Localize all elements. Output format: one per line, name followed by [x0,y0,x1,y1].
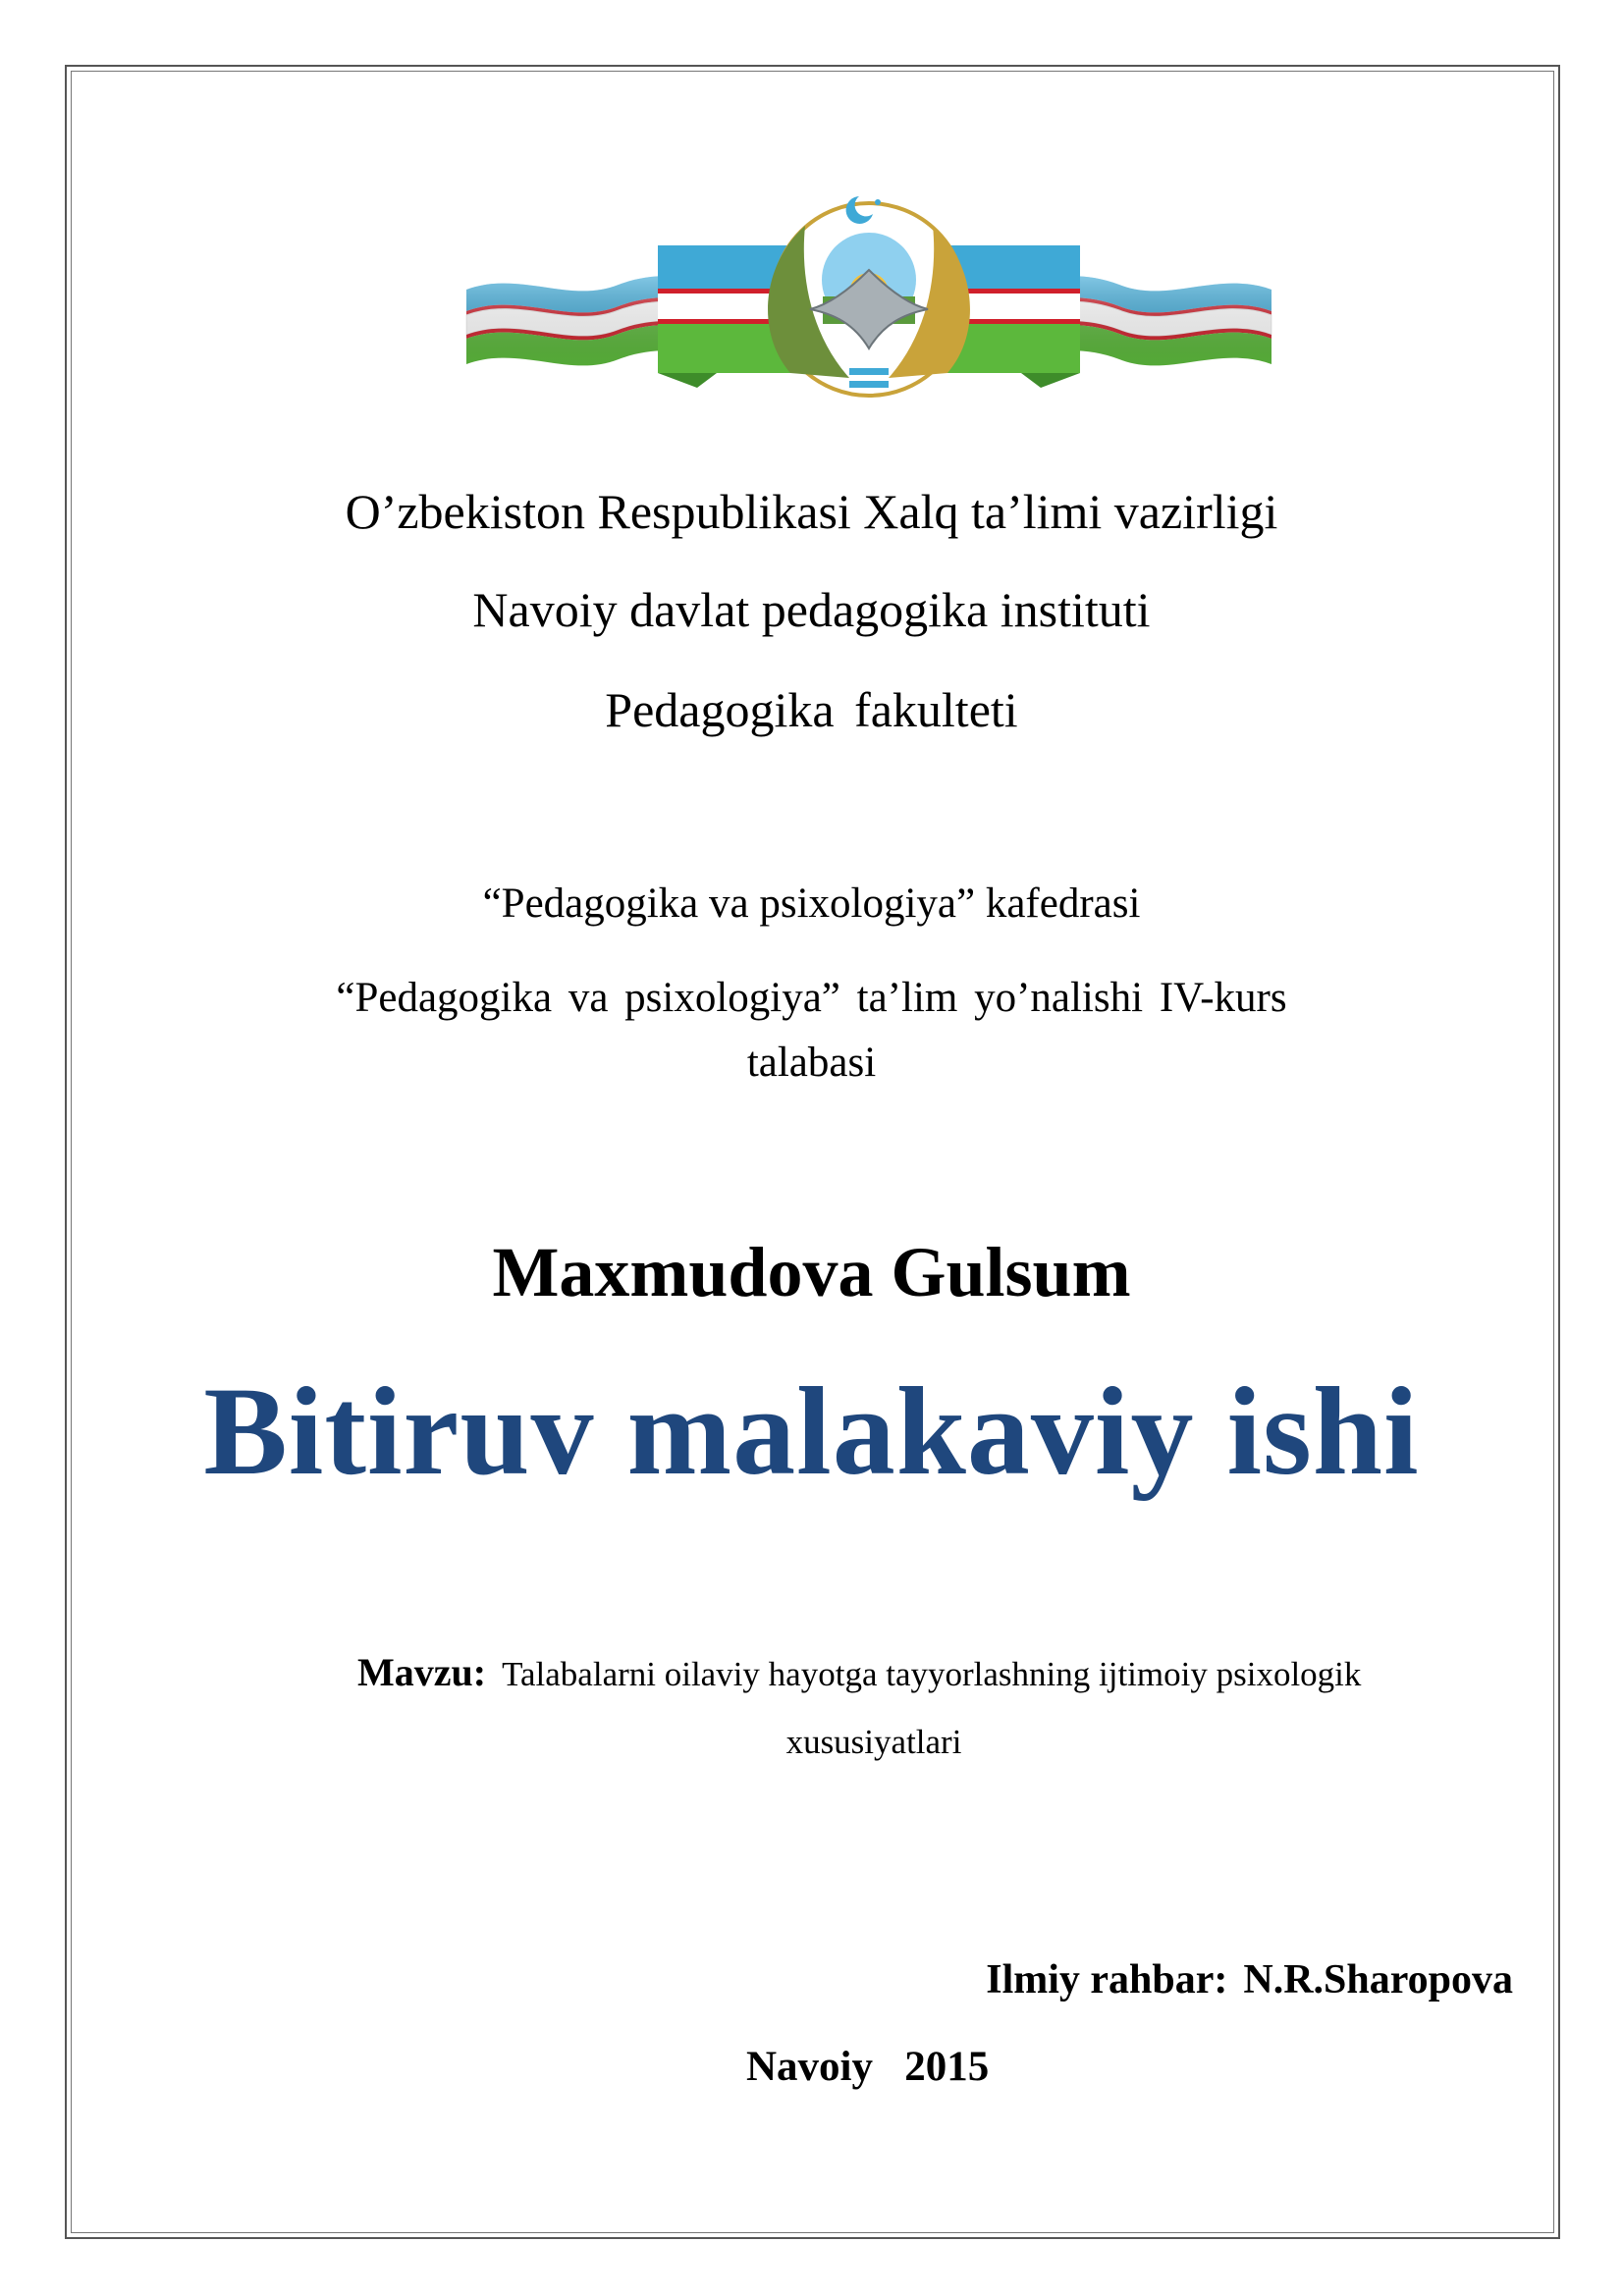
student-name: Maxmudova Gulsum [492,1233,1131,1311]
topic-line [357,1649,1361,1695]
city-year [746,2043,989,2091]
supervisor-label: Ilmiy rahbar: [986,1957,1228,2002]
supervisor-name: N.R.Sharopova [1243,1957,1513,2002]
state-emblem-icon [461,187,1276,402]
work-title: Bitiruv malakaviy ishi [203,1362,1420,1501]
student-label: talabasi [746,1040,877,1086]
topic-label: Mavzu: [357,1650,487,1694]
study-direction: “Pedagogika va psixologiya” ta’lim yo’nalishi IV-kurs [336,975,1287,1021]
topic-text-line1: Talabalarni oilaviy hayotga tayyorlashning ijtimoiy psixologik [502,1655,1362,1693]
faculty-title: Pedagogika fakulteti [605,682,1018,737]
emblem-medallion [768,196,970,396]
supervisor [986,1956,1513,2003]
institute-title: Navoiy davlat pedagogika instituti [472,582,1151,637]
city: Navoiy [746,2044,873,2090]
ministry-title: O’zbekiston Respublikasi Xalq ta’limi vazirligi [345,484,1278,539]
year: 2015 [904,2044,990,2090]
topic-text-line2: xususiyatlari [785,1723,962,1761]
department-title: “Pedagogika va psixologiya” kafedrasi [482,881,1141,927]
